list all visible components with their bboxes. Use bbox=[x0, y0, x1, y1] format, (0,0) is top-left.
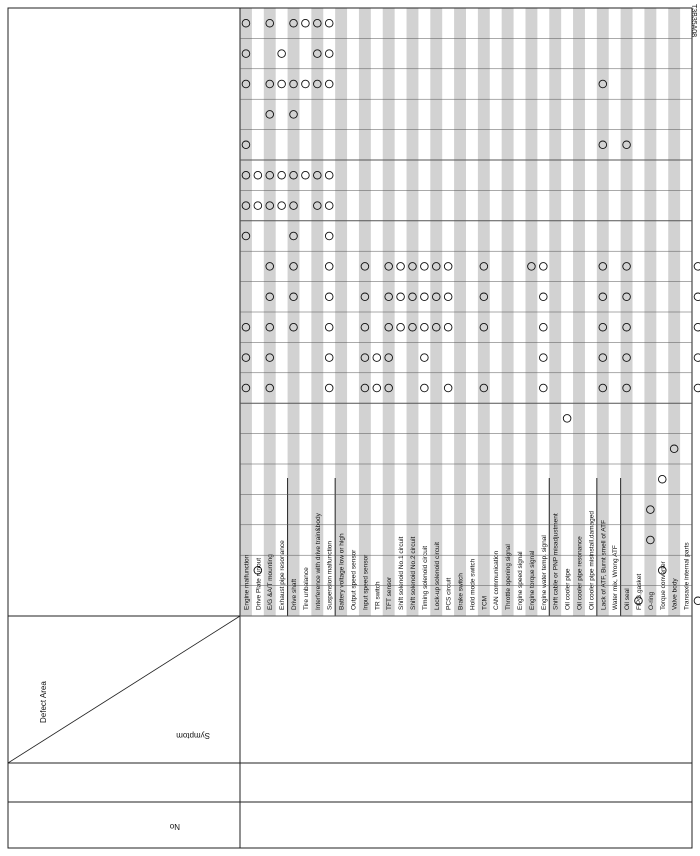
mark-circle bbox=[397, 293, 405, 301]
defect-column-label: Shift solenoid No.2 circuit bbox=[409, 536, 417, 610]
defect-column-label: Exhaust pipe resonance bbox=[279, 540, 287, 610]
defect-column-label: Oil cooler pipe resonance bbox=[576, 536, 584, 610]
defect-column-label: Suspension malfunction bbox=[326, 540, 334, 610]
defect-column-label: Oil cooler pipe bbox=[564, 568, 572, 610]
defect-column-label: Tire unbalance bbox=[302, 567, 310, 610]
mark-circle bbox=[254, 171, 262, 179]
mark-circle bbox=[421, 354, 429, 362]
mark-circle bbox=[254, 202, 262, 210]
table-border bbox=[8, 8, 692, 848]
defect-column-label: Drive Plate runout bbox=[255, 557, 263, 610]
defect-column-label: Oil seal bbox=[624, 588, 632, 610]
mark-circle bbox=[325, 202, 333, 210]
symptom-header-label: Symptom bbox=[176, 731, 210, 740]
mark-circle bbox=[278, 80, 286, 88]
mark-circle bbox=[694, 323, 700, 331]
defect-column-label: TCM bbox=[481, 595, 489, 610]
defect-column-label: Drive shaft bbox=[291, 578, 299, 610]
defect-column-label: TR switch bbox=[374, 581, 382, 610]
mark-circle bbox=[694, 384, 700, 392]
defect-column-label: Output speed sensor bbox=[350, 549, 358, 610]
defect-column-label: Lock-up solenoid circuit bbox=[433, 542, 441, 610]
mark-circle bbox=[302, 171, 310, 179]
mark-circle bbox=[278, 171, 286, 179]
defect-column-label: Torque converter bbox=[659, 561, 667, 610]
defect-column-label: Input speed sensor bbox=[362, 554, 370, 610]
defect-column-label: Engine water temp. signal bbox=[540, 535, 548, 610]
mark-circle bbox=[397, 323, 405, 331]
mark-circle bbox=[540, 263, 548, 271]
defect-column-label: E/G &A/T mounting bbox=[267, 554, 275, 610]
defect-column-label: Lack of ATF, Burnt smell of ATF bbox=[600, 519, 608, 610]
mark-circle bbox=[325, 354, 333, 362]
defect-column-label: PCS circuit bbox=[445, 577, 453, 610]
mark-circle bbox=[540, 323, 548, 331]
no-header-label: No bbox=[169, 822, 180, 831]
mark-circle bbox=[325, 384, 333, 392]
mark-circle bbox=[397, 263, 405, 271]
mark-circle bbox=[421, 293, 429, 301]
mark-circle bbox=[325, 80, 333, 88]
mark-circle bbox=[325, 171, 333, 179]
defect-column-label: Interference with drive train&body bbox=[314, 513, 322, 610]
defect-column-label: FIPG,gasket bbox=[635, 573, 643, 610]
mark-circle bbox=[658, 475, 666, 483]
mark-circle bbox=[421, 384, 429, 392]
mark-circle bbox=[325, 50, 333, 58]
mark-circle bbox=[278, 50, 286, 58]
defect-area-label: Defect Area bbox=[39, 681, 48, 723]
mark-circle bbox=[302, 80, 310, 88]
mark-circle bbox=[421, 323, 429, 331]
mark-circle bbox=[694, 354, 700, 362]
mark-circle bbox=[540, 293, 548, 301]
defect-column-label: TFT sensor bbox=[386, 576, 394, 610]
mark-circle bbox=[421, 263, 429, 271]
mark-circle bbox=[373, 354, 381, 362]
mark-circle bbox=[563, 415, 571, 423]
mark-circle bbox=[325, 293, 333, 301]
mark-circle bbox=[325, 263, 333, 271]
mark-circle bbox=[444, 263, 452, 271]
defect-column-label: O-ring bbox=[647, 591, 655, 610]
defect-column-label: Water mix, Wrong ATF bbox=[612, 545, 620, 610]
defect-column-label: Engine torque signal bbox=[528, 550, 536, 610]
defect-column-label: Oil cooler pipe misinstall,damaged bbox=[588, 511, 596, 610]
mark-circle bbox=[444, 293, 452, 301]
defect-column-label: Shift cable or PNP misadjustment bbox=[552, 513, 560, 610]
defect-column-label: CAN communication bbox=[493, 550, 501, 610]
defect-column-label: Transaxle internal parts bbox=[683, 542, 691, 610]
mark-circle bbox=[302, 19, 310, 27]
defect-column-label: Hold mode switch bbox=[469, 558, 477, 610]
mark-circle bbox=[325, 19, 333, 27]
mark-circle bbox=[373, 384, 381, 392]
mark-circle bbox=[694, 293, 700, 301]
mark-circle bbox=[278, 202, 286, 210]
defect-column-label: Throttle opening signal bbox=[505, 544, 513, 610]
mark-circle bbox=[540, 354, 548, 362]
defect-column-label: Shift solenoid No.1 circuit bbox=[398, 536, 406, 610]
defect-column-label: Timing solenoid circuit bbox=[421, 545, 429, 610]
defect-column-label: Battery voltage low or high bbox=[338, 533, 346, 610]
mark-circle bbox=[444, 323, 452, 331]
defect-column-label: Engine malfunction bbox=[243, 554, 251, 610]
mark-circle bbox=[444, 384, 452, 392]
mark-circle bbox=[325, 232, 333, 240]
mark-circle bbox=[325, 323, 333, 331]
mark-circle bbox=[694, 263, 700, 271]
mark-circle bbox=[694, 597, 700, 605]
defect-column-label: Engine speed signal bbox=[517, 551, 525, 610]
defect-column-label: Valve body bbox=[671, 578, 679, 610]
defect-column-label: Brake switch bbox=[457, 573, 465, 610]
mark-circle bbox=[540, 384, 548, 392]
page-code: T3B35A08 bbox=[690, 4, 697, 38]
